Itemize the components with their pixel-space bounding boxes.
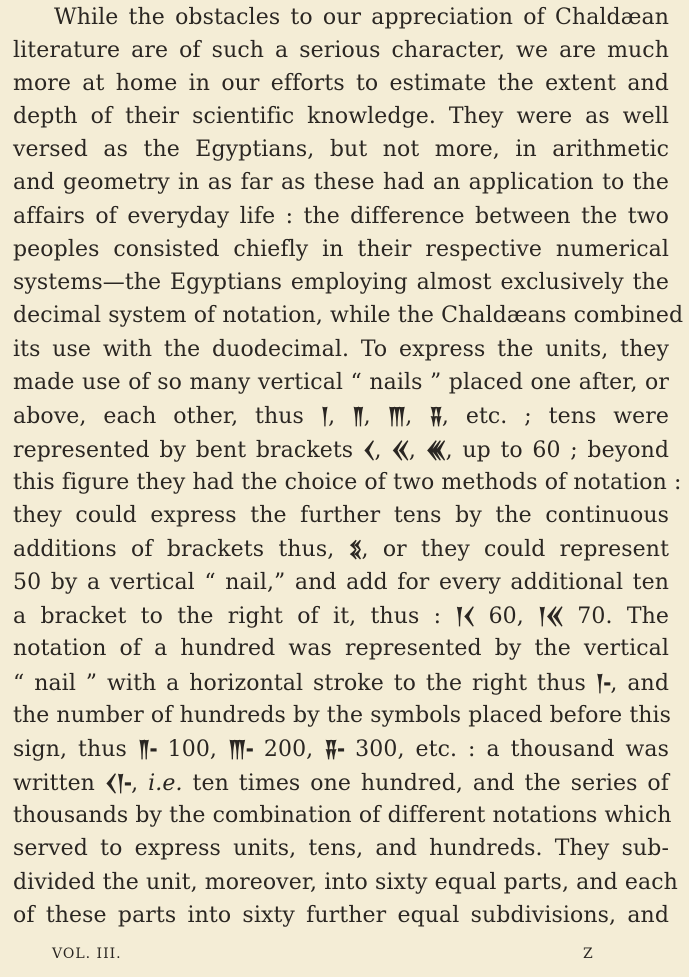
- text-line-21: “ nail ” with a horizontal stroke to the right thus 𒁹-, and: [13, 667, 669, 699]
- text-segment: “ nail ” with a horizontal stroke to the right thus: [13, 671, 596, 696]
- cuneiform-hundred-symbol: 𒁹-: [595, 669, 611, 697]
- text-line-1: While the obstacles to our appreciation of Chaldæan: [54, 5, 669, 30]
- text-line-9: systems—the Egyptians employing almost exclusively the: [13, 270, 669, 295]
- text-segment: etc. ; tens were: [465, 404, 669, 429]
- text-line-18: 50 by a vertical “ nail,” and add for every additional ten: [13, 570, 669, 595]
- text-line-4: depth of their scientific knowledge. They were as well: [13, 104, 669, 129]
- text-line-19: [13, 600, 669, 632]
- text-line-28: of these parts into sixty further equal subdivisions, and: [13, 903, 669, 928]
- text-line-22: the number of hundreds by the symbols placed before this: [13, 703, 672, 728]
- cuneiform-three-symbol: 𒐈: [387, 402, 406, 430]
- text-line-15: this figure they had the choice of two methods of notation :: [13, 470, 682, 495]
- italic-abbreviation: i.e.: [148, 771, 183, 796]
- text-segment: 70. The: [577, 604, 670, 629]
- cuneiform-thirty-symbol: 𒌍: [425, 436, 446, 464]
- text-segment: above, each other, thus: [13, 404, 321, 429]
- cuneiform-twenty-symbol: 𒎙: [391, 436, 409, 464]
- text-segment: 100,: [167, 737, 228, 762]
- text-line-25: thousands by the combination of different notations which: [13, 803, 672, 828]
- cuneiform-two-symbol: 𒈫: [352, 402, 364, 430]
- text-line-6: and geometry in as far as these had an application to the: [13, 170, 669, 195]
- text-segment: sign, thus: [13, 737, 138, 762]
- text-segment: 60,: [488, 604, 539, 629]
- text-segment: or they could represent: [382, 537, 670, 562]
- cuneiform-three-hundred-symbol: 𒐉-: [324, 735, 345, 763]
- text-line-2: literature are of such a serious character, we are much: [13, 38, 669, 63]
- volume-label: VOL. III.: [52, 946, 122, 962]
- text-line-26: served to express units, tens, and hundreds. They sub-: [13, 836, 669, 861]
- text-segment: up to 60 ; beyond: [462, 438, 670, 463]
- text-segment: a bracket to the right of it, thus :: [13, 604, 456, 629]
- text-line-27: divided the unit, moreover, into sixty equal parts, and each: [13, 870, 678, 895]
- text-segment: additions of brackets thus,: [13, 537, 349, 562]
- cuneiform-two-hundred-symbol: 𒐈-: [227, 735, 253, 763]
- cuneiform-one-symbol: 𒁹: [320, 402, 329, 430]
- text-line-24: written 𒌋𒁹-, i.e. ten times one hundred, and the series of: [13, 767, 669, 799]
- cuneiform-four-symbol: 𒐉: [429, 402, 442, 430]
- text-line-17: additions of brackets thus, 𒐏, or they could represent: [13, 533, 669, 565]
- text-line-23: [13, 733, 669, 765]
- text-line-10: decimal system of notation, while the Chaldæans combined: [13, 303, 684, 328]
- text-segment: represented by bent brackets: [13, 438, 363, 463]
- text-segment: written: [13, 771, 105, 796]
- signature-mark: Z: [583, 946, 594, 962]
- text-segment: 200,: [263, 737, 325, 762]
- text-line-3: more at home in our efforts to estimate the extent and: [13, 71, 669, 96]
- text-line-14: represented by bent brackets 𒌋, 𒎙, 𒌍, up to 60 ; beyond: [13, 434, 669, 466]
- text-line-11: its use with the duodecimal. To express the units, they: [13, 337, 669, 362]
- cuneiform-ten-symbol: 𒌋: [362, 436, 375, 464]
- text-segment: and: [627, 671, 669, 696]
- text-line-5: versed as the Egyptians, but not more, in arithmetic: [13, 137, 669, 162]
- text-line-12: made use of so many vertical “ nails ” placed one after, or: [13, 370, 669, 395]
- cuneiform-seventy-symbol: 𒁹𒎙: [538, 602, 564, 630]
- cuneiform-brackets-symbol: 𒐏: [348, 535, 362, 563]
- text-line-16: they could express the further tens by the continuous: [13, 503, 669, 528]
- text-line-13: above, each other, thus 𒁹, 𒈫, 𒐈, 𒐉, etc. ; tens were: [13, 400, 669, 432]
- text-line-7: affairs of everyday life : the difference between the two: [13, 204, 669, 229]
- cuneiform-hundred-symbol: 𒈫-: [137, 735, 157, 763]
- cuneiform-thousand-symbol: 𒌋𒁹-: [104, 769, 132, 797]
- text-segment: 300, etc. : a thousand was: [355, 737, 670, 762]
- text-segment: ten times one hundred, and the series of: [192, 771, 669, 796]
- text-line-20: notation of a hundred was represented by the vertical: [13, 636, 669, 661]
- text-line-8: peoples consisted chiefly in their respective numerical: [13, 237, 669, 262]
- cuneiform-sixty-symbol: 𒁹𒌋: [455, 602, 475, 630]
